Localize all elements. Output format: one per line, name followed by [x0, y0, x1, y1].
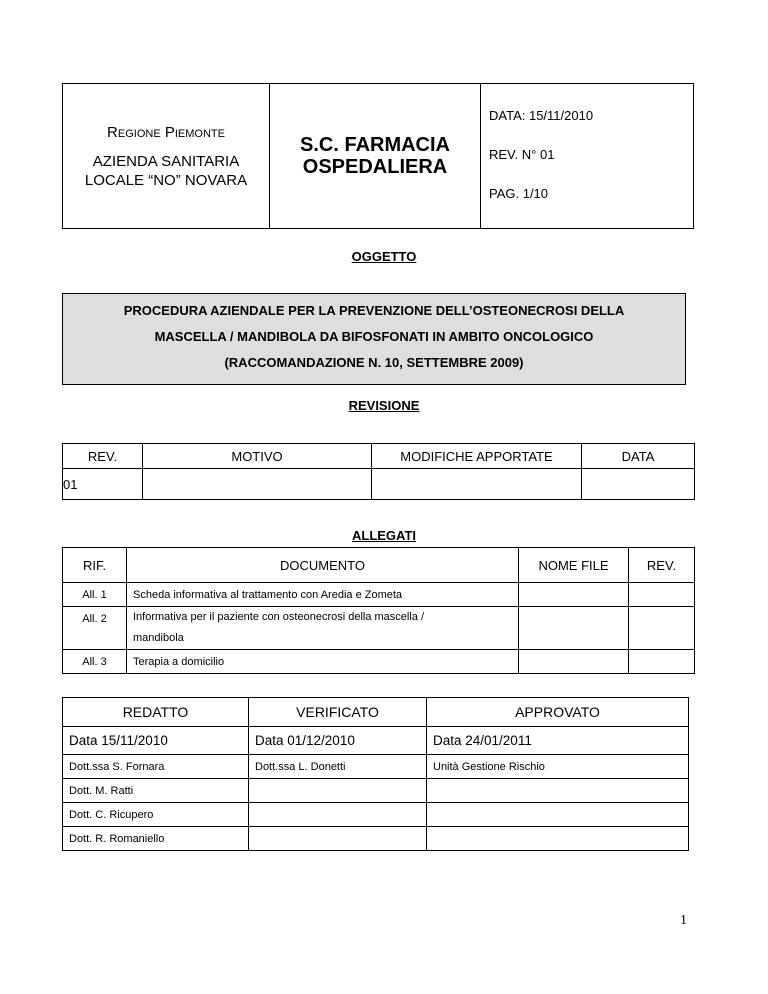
table-row: [63, 727, 689, 755]
allegati-header-rif: RIF.: [63, 548, 127, 583]
rev-cell: [629, 650, 695, 674]
allegati-table: [62, 547, 695, 674]
rev-cell: 01: [63, 469, 143, 500]
azienda-line-2: LOCALE “NO” NOVARA: [84, 171, 248, 189]
revisione-table: [62, 443, 695, 500]
redatto-name: Dott. M. Ratti: [63, 779, 249, 803]
rif-cell: All. 3: [63, 650, 127, 674]
table-row: [63, 583, 695, 607]
verificato-name: Dott.ssa L. Donetti: [249, 755, 427, 779]
approvato-name: Unità Gestione Rischio: [427, 755, 689, 779]
documento-cell: Terapia a domicilio: [127, 650, 519, 674]
document-page: PAG. 1/10: [489, 186, 549, 201]
documento-cell: [127, 607, 519, 650]
rif-cell: All. 1: [63, 583, 127, 607]
document-revision: REV. N° 01: [489, 147, 555, 162]
rev-header-rev: REV.: [63, 444, 143, 469]
region-label: Regione Piemonte: [107, 123, 225, 141]
document-meta-cell: [481, 84, 694, 229]
allegati-header-documento: DOCUMENTO: [127, 548, 519, 583]
verificato-header: VERIFICATO: [249, 698, 427, 727]
redatto-header: REDATTO: [63, 698, 249, 727]
rev-header-data: DATA: [582, 444, 695, 469]
azienda-line-1: AZIENDA SANITARIA: [92, 152, 240, 170]
rev-cell: [629, 607, 695, 650]
allegati-title: ALLEGATI: [351, 528, 417, 543]
verificato-date: Data 01/12/2010: [249, 727, 427, 755]
verificato-name: [249, 803, 427, 827]
data-cell: [582, 469, 695, 500]
department-cell: [270, 84, 481, 229]
revisione-title: REVISIONE: [348, 398, 420, 413]
nome-file-cell: [519, 650, 629, 674]
table-row: [63, 650, 695, 674]
redatto-date: Data 15/11/2010: [63, 727, 249, 755]
rif-cell: All. 2: [63, 607, 127, 650]
oggetto-line-1: PROCEDURA AZIENDALE PER LA PREVENZIONE DELL’OSTEONECROSI DELLA: [123, 303, 625, 318]
signature-table: [62, 697, 689, 851]
rev-header-motivo: MOTIVO: [143, 444, 372, 469]
redatto-name: Dott.ssa S. Fornara: [63, 755, 249, 779]
documento-text-cont: mandibola: [133, 632, 184, 644]
approvato-name: [427, 779, 689, 803]
table-row: [63, 779, 689, 803]
oggetto-box: [62, 293, 686, 385]
page-number: 1: [680, 913, 687, 928]
approvato-date: Data 24/01/2011: [427, 727, 689, 755]
verificato-name: [249, 827, 427, 851]
nome-file-cell: [519, 583, 629, 607]
modifiche-cell: [372, 469, 582, 500]
oggetto-line-3: (RACCOMANDAZIONE N. 10, SETTEMBRE 2009): [224, 355, 524, 370]
rev-cell: [629, 583, 695, 607]
department-line-2: OSPEDALIERA: [302, 156, 448, 178]
allegati-header-rev: REV.: [629, 548, 695, 583]
nome-file-cell: [519, 607, 629, 650]
rev-header-modifiche: MODIFICHE APPORTATE: [372, 444, 582, 469]
approvato-header: APPROVATO: [427, 698, 689, 727]
table-row: [63, 469, 695, 500]
documento-text: Informativa per il paziente con osteonecrosi della mascella /: [133, 611, 425, 623]
motivo-cell: [143, 469, 372, 500]
table-row: [63, 755, 689, 779]
table-row: [63, 607, 695, 650]
table-row: [63, 803, 689, 827]
department-line-1: S.C. FARMACIA: [300, 134, 450, 156]
oggetto-title: OGGETTO: [351, 249, 417, 264]
oggetto-line-2: MASCELLA / MANDIBOLA DA BIFOSFONATI IN AMBITO ONCOLOGICO: [154, 329, 594, 344]
table-row: [63, 827, 689, 851]
organization-cell: [63, 84, 270, 229]
allegati-header-nome-file: NOME FILE: [519, 548, 629, 583]
redatto-name: Dott. R. Romaniello: [63, 827, 249, 851]
approvato-name: [427, 803, 689, 827]
redatto-name: Dott. C. Ricupero: [63, 803, 249, 827]
approvato-name: [427, 827, 689, 851]
verificato-name: [249, 779, 427, 803]
document-header: [62, 83, 694, 229]
document-date: DATA: 15/11/2010: [489, 108, 594, 123]
documento-cell: Scheda informativa al trattamento con Aredia e Zometa: [127, 583, 519, 607]
